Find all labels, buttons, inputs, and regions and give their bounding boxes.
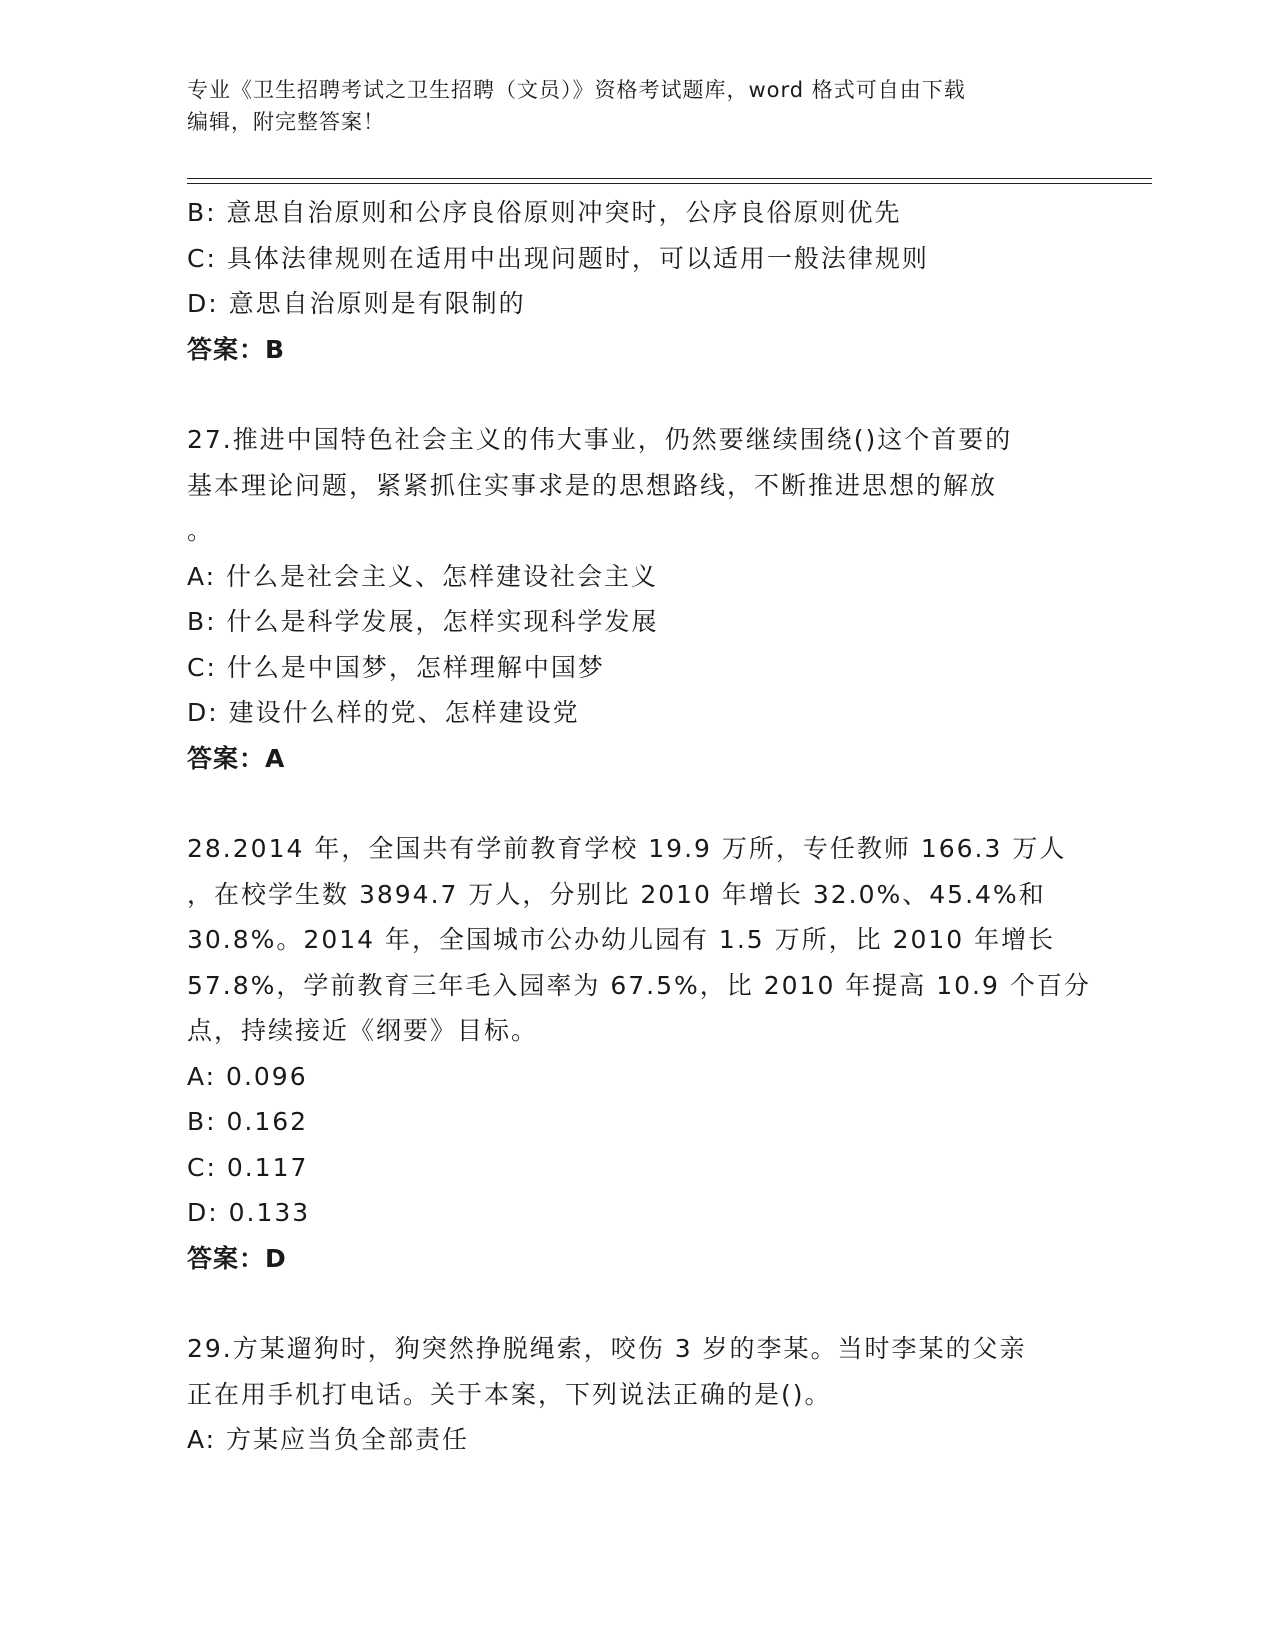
q26-option-d: D: 意思自治原则是有限制的 xyxy=(187,289,526,318)
q29-stem-line: 正在用手机打电话。关于本案，下列说法正确的是()。 xyxy=(187,1379,832,1409)
q28-option-a: A: 0.096 xyxy=(187,1061,308,1091)
q27-stem-line: 27.推进中国特色社会主义的伟大事业，仍然要继续围绕()这个首要的 xyxy=(187,425,1013,454)
q27-option-a: A: 什么是社会主义、怎样建设社会主义 xyxy=(187,561,659,591)
q27-stem-line: 。 xyxy=(187,516,215,545)
spacer xyxy=(187,781,1087,826)
q27-option-b: B: 什么是科学发展，怎样实现科学发展 xyxy=(187,607,659,636)
question-27 xyxy=(187,417,1087,781)
q27-stem-line: 基本理论问题，紧紧抓住实事求是的思想路线，不断推进思想的解放 xyxy=(187,470,998,500)
q28-stem-line: 点，持续接近《纲要》目标。 xyxy=(187,1016,539,1045)
q28-option-d: D: 0.133 xyxy=(187,1198,311,1227)
header-divider-bottom xyxy=(187,183,1152,184)
q28-stem-line: 28.2014 年，全国共有学前教育学校 19.9 万所，专任教师 166.3 万人 xyxy=(187,834,1067,863)
q28-stem-line: 30.8%。2014 年，全国城市公办幼儿园有 1.5 万所，比 2010 年增长 xyxy=(187,925,1056,954)
q29-stem-line: 29.方某遛狗时，狗突然挣脱绳索，咬伤 3 岁的李某。当时李某的父亲 xyxy=(187,1334,1027,1363)
q26-option-c: C: 具体法律规则在适用中出现问题时，可以适用一般法律规则 xyxy=(187,243,929,273)
question-26-tail xyxy=(187,190,1087,372)
q28-answer: 答案：D xyxy=(187,1243,287,1273)
q26-option-b: B: 意思自治原则和公序良俗原则冲突时，公序良俗原则优先 xyxy=(187,198,902,227)
q26-answer: 答案：B xyxy=(187,334,286,364)
q28-option-c: C: 0.117 xyxy=(187,1152,309,1182)
q27-option-d: D: 建设什么样的党、怎样建设党 xyxy=(187,698,580,727)
header-divider-top xyxy=(187,178,1152,179)
spacer xyxy=(187,1281,1087,1326)
q27-option-c: C: 什么是中国梦，怎样理解中国梦 xyxy=(187,652,605,682)
q29-option-a: A: 方某应当负全部责任 xyxy=(187,1425,470,1454)
q28-stem-line: ，在校学生数 3894.7 万人，分别比 2010 年增长 32.0%、45.4%和 xyxy=(187,879,1046,909)
q28-option-b: B: 0.162 xyxy=(187,1107,309,1136)
header-line-1: 专业《卫生招聘考试之卫生招聘（文员）》资格考试题库，word 格式可自由下载 xyxy=(187,78,966,102)
question-29 xyxy=(187,1326,1087,1463)
question-28 xyxy=(187,826,1091,1281)
q27-answer: 答案：A xyxy=(187,743,286,773)
q28-stem-line: 57.8%，学前教育三年毛入园率为 67.5%，比 2010 年提高 10.9 个百分 xyxy=(187,970,1091,1000)
header-line-2: 编辑，附完整答案！ xyxy=(187,110,385,134)
question-content xyxy=(187,190,1091,1463)
spacer xyxy=(187,372,1087,417)
document-header xyxy=(187,74,1067,138)
